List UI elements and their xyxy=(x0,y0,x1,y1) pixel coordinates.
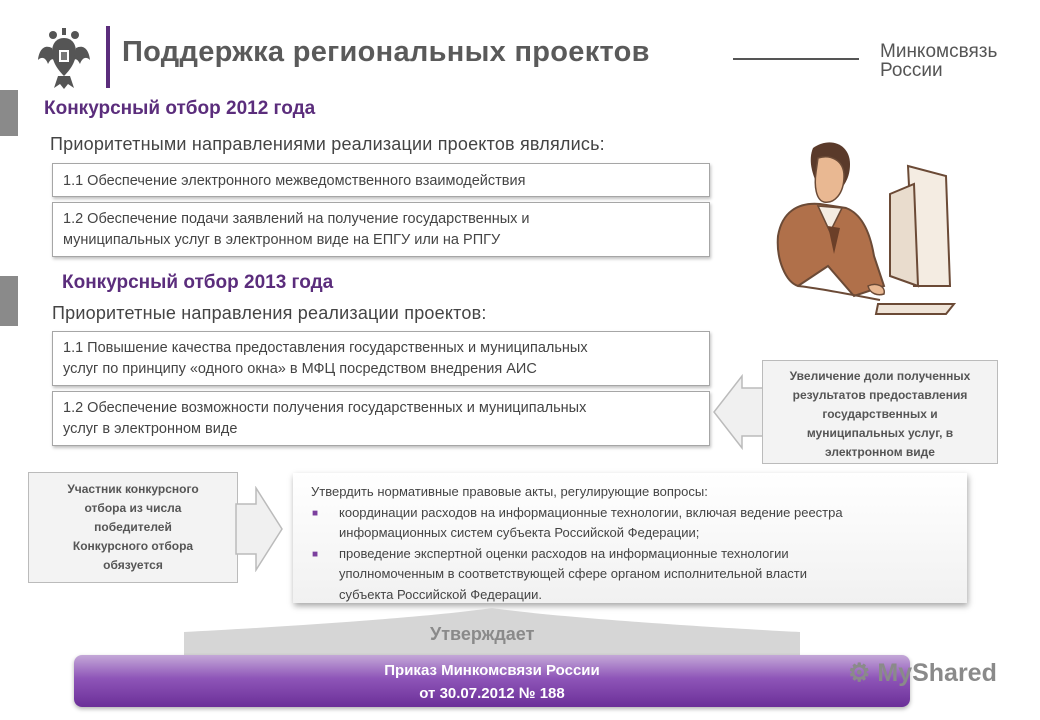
right-arrow-icon xyxy=(234,486,284,572)
square-bullet-icon: ■ xyxy=(312,507,319,519)
priority-2012-item-2 xyxy=(52,202,710,257)
brand-line-1: Минкомсвязь xyxy=(880,41,998,62)
page-title: Поддержка региональных проектов xyxy=(122,36,650,68)
item-text: субъекта Российской Федерации. xyxy=(339,586,542,602)
resolution-item xyxy=(311,544,957,606)
watermark xyxy=(848,658,997,688)
order-date: от 30.07.2012 № 188 xyxy=(419,685,565,702)
item-text: 1.1 Обеспечение электронного межведомственного взаимодействия xyxy=(63,173,526,189)
item-text: услуг по принципу «одного окна» в МФЦ посредством внедрения АИС xyxy=(63,361,537,377)
coat-of-arms-icon xyxy=(36,26,92,90)
item-text: 1.2 Обеспечение подачи заявлений на получение государственных и xyxy=(63,211,530,227)
watermark-logo-icon: ⚙ xyxy=(848,659,871,687)
item-text: координации расходов на информационные технологии, включая ведение реестра xyxy=(339,504,843,520)
resolution-box xyxy=(293,473,967,603)
heading-2012: Конкурсный отбор 2012 года xyxy=(44,98,316,119)
heading-2013: Конкурсный отбор 2013 года xyxy=(62,272,334,293)
approves-label: Утверждает xyxy=(430,624,535,644)
subtitle-2013: Приоритетные направления реализации проектов: xyxy=(52,303,487,323)
result-callout xyxy=(762,360,998,464)
item-text: информационных систем субъекта Российской Федерации; xyxy=(339,525,700,540)
callout-line: результатов предоставления xyxy=(792,388,968,402)
priority-2012-item-1 xyxy=(52,163,710,197)
callout-line: Участник конкурсного xyxy=(67,482,199,496)
subtitle-2012: Приоритетными направлениями реализации проектов являлись: xyxy=(50,134,605,154)
callout-line: электронном виде xyxy=(825,445,935,459)
item-text: уполномоченным в соответствующей сфере органом исполнительной власти xyxy=(339,566,808,581)
priority-2013-item-1 xyxy=(52,331,710,386)
item-text: муниципальных услуг в электронном виде на ЕПГУ или на РПГУ xyxy=(63,232,501,248)
item-text: 1.2 Обеспечение возможности получения государственных и муниципальных xyxy=(63,400,587,416)
resolution-list xyxy=(311,503,957,606)
title-accent-bar xyxy=(106,26,110,88)
ministry-logo xyxy=(880,42,997,80)
resolution-item xyxy=(311,503,957,544)
brand-line-2: России xyxy=(880,60,943,81)
side-marker-2013 xyxy=(0,276,18,326)
title-divider xyxy=(733,58,859,60)
callout-line: обязуется xyxy=(103,558,163,572)
left-arrow-icon xyxy=(712,374,768,450)
callout-line: муниципальных услуг, в xyxy=(806,426,954,440)
item-text: 1.1 Повышение качества предоставления государственных и муниципальных xyxy=(63,340,588,356)
order-bar xyxy=(74,655,910,707)
watermark-text: MyShared xyxy=(877,659,997,687)
order-title: Приказ Минкомсвязи России xyxy=(384,662,600,679)
item-text: проведение экспертной оценки расходов на информационные технологии xyxy=(339,545,789,561)
item-text: услуг в электронном виде xyxy=(63,421,238,437)
callout-line: государственных и xyxy=(822,407,938,421)
callout-line: отбора из числа xyxy=(84,501,182,515)
square-bullet-icon: ■ xyxy=(312,548,319,560)
priority-2013-item-2 xyxy=(52,391,710,446)
callout-line: Увеличение доли полученных xyxy=(789,369,971,383)
side-marker-2012 xyxy=(0,90,18,136)
resolution-intro: Утвердить нормативные правовые акты, регулирующие вопросы: xyxy=(311,484,708,499)
callout-line: победителей xyxy=(94,520,172,534)
office-worker-illustration xyxy=(758,136,958,326)
callout-line: Конкурсного отбора xyxy=(72,539,194,553)
participant-callout xyxy=(28,472,238,583)
